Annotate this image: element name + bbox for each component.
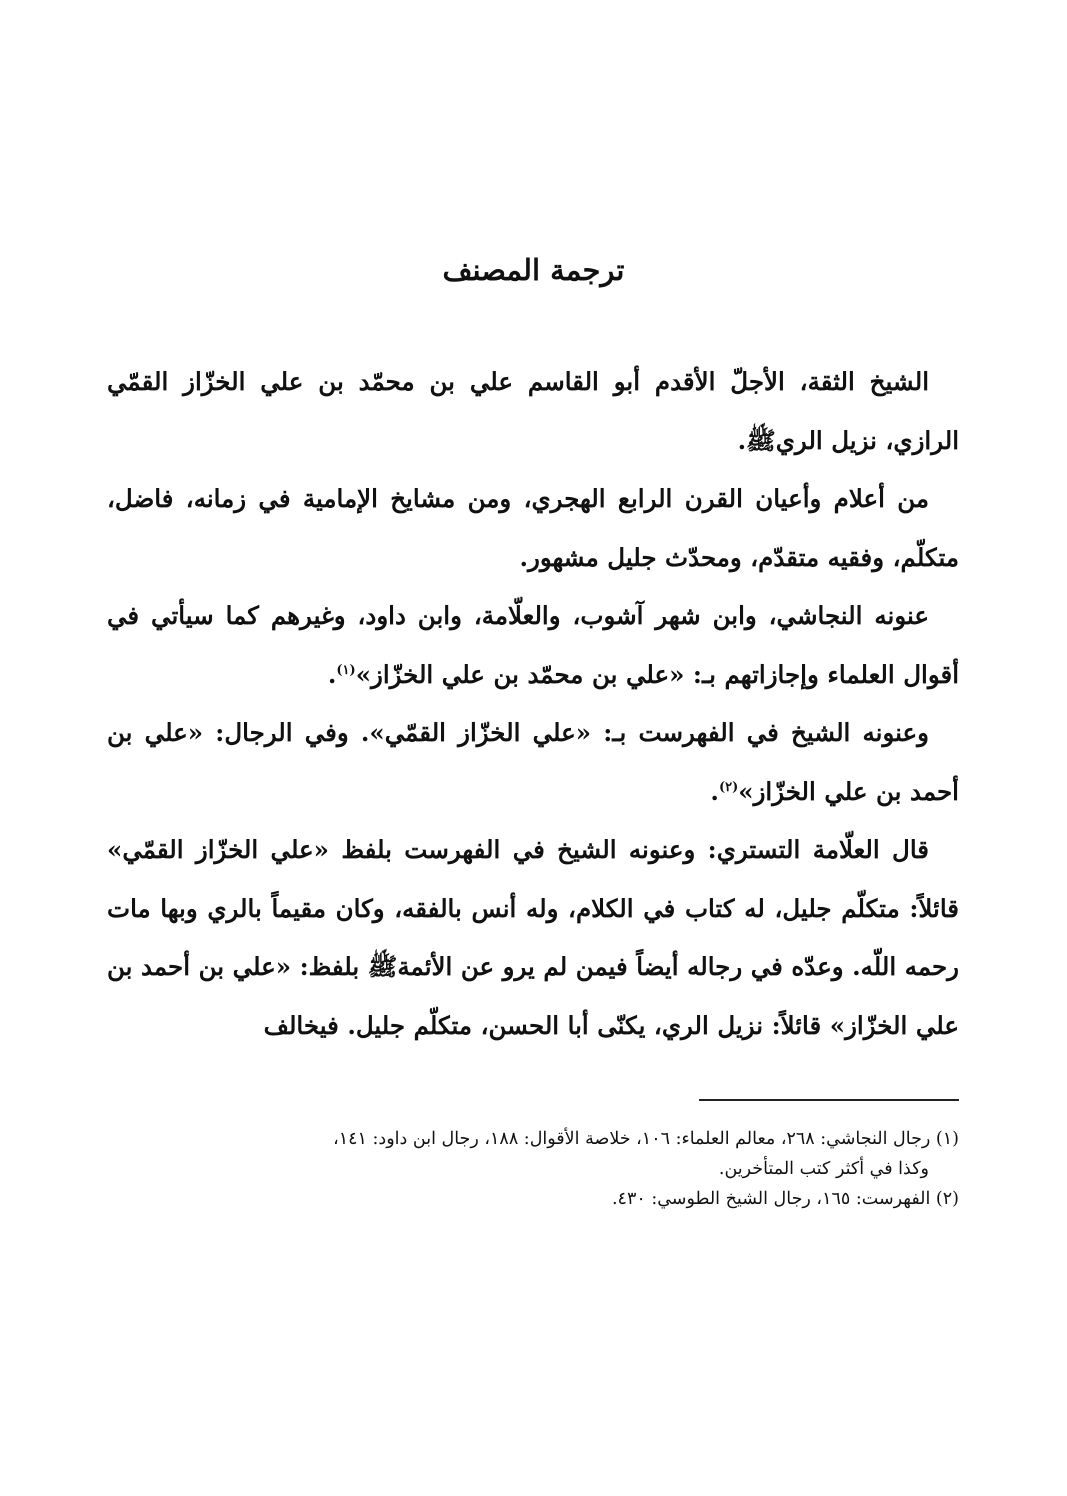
paragraph-fihrist-text: وعنونه الشيخ في الفهرست بـ: «علي الخزّاز القمّي». وفي الرجال: «علي بن أحمد بن علي الخزّاز»: [107, 718, 959, 806]
footnote-1-continuation: وكذا في أكثر كتب المتأخرين.: [718, 1159, 929, 1179]
footnote-separator: [699, 1099, 959, 1101]
paragraph-era: من أعلام وأعيان القرن الرابع الهجري، ومن مشايخ الإمامية في زمانه، فاضل، متكلّم، وفقيه متقدّم، ومحدّث جليل مشهور.: [107, 484, 959, 572]
paragraph-najashi: [107, 587, 959, 704]
footnote-ref-2: (٢): [718, 779, 739, 795]
footnote-2: (٢) الفهرست: ١٦٥، رجال الشيخ الطوسي: ٤٣٠.: [611, 1189, 959, 1209]
paragraph-fihrist: [107, 704, 959, 821]
page-title: ترجمة المصنف: [442, 253, 625, 287]
footnote-ref-1: (١): [336, 662, 356, 678]
main-text: [107, 353, 959, 1055]
paragraph-najashi-text: عنونه النجاشي، وابن شهر آشوب، والعلّامة، وابن داود، وغيرهم كما سيأتي في أقوال العلماء وإجازاتهم بـ: «علي بن محمّد بن علي الخزّاز»: [107, 601, 959, 689]
paragraph-intro: الشيخ الثقة، الأجلّ الأقدم أبو القاسم علي بن محمّد بن علي الخزّاز القمّي الرازي، نزيل الريﷺ.: [107, 367, 959, 455]
footnote-1: (١) رجال النجاشي: ٢٦٨، معالم العلماء: ١٠٦، خلاصة الأقوال: ١٨٨، رجال ابن داود: ١٤١،: [333, 1129, 959, 1149]
paragraph-tustari: قال العلّامة التستري: وعنونه الشيخ في الفهرست بلفظ «علي الخزّاز القمّي» قائلاً: متكلّم جليل، له كتاب في الكلام، وله أنس بالفقه، وكان مقيماً بالري وبها مات رحمه اللّه. وعدّه في رجاله أيضاً فيمن لم يرو عن الأئمةﷺ بلفظ: «علي بن أحمد بن علي الخزّاز» قائلاً: نزيل الري، يكنّى أبا الحسن، متكلّم جليل. فيخالف: [107, 835, 959, 1040]
footnotes: [107, 1124, 959, 1214]
paragraph-najashi-end: .: [327, 659, 337, 689]
paragraph-fihrist-end: .: [710, 776, 719, 806]
